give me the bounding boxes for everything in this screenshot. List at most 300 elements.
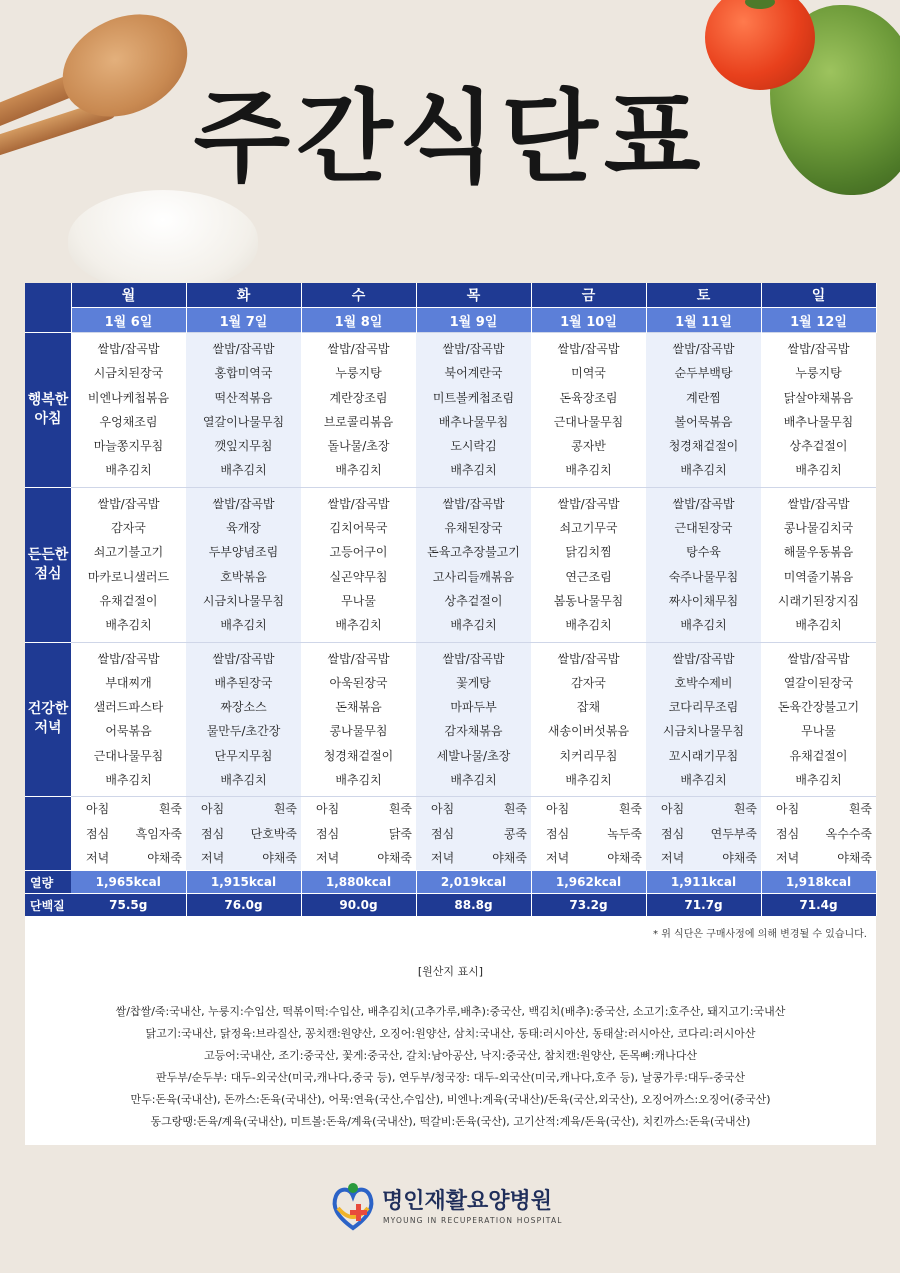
meal-cell	[531, 642, 646, 797]
menu-item: 볼어묵볶음	[674, 414, 733, 429]
menu-item: 콩자반	[571, 439, 606, 454]
meal-label	[25, 333, 71, 488]
menu-item: 세발나물/초장	[436, 748, 511, 763]
menu-item: 배추김치	[795, 463, 842, 478]
meal-cell	[646, 333, 761, 488]
meal-cell	[761, 487, 876, 642]
porridge-menu: 야채죽	[722, 850, 757, 865]
menu-item: 콩나물김치국	[783, 521, 854, 536]
day-date: 1월 9일	[416, 308, 531, 333]
meal-cell	[301, 642, 416, 797]
menu-item: 미역줄기볶음	[783, 569, 854, 584]
menu-item: 잡채	[576, 700, 601, 715]
porridge-menu: 흰죽	[158, 802, 182, 817]
menu-item: 도시락김	[450, 439, 497, 454]
menu-item: 부대찌개	[105, 675, 152, 690]
protein-value: 73.2g	[531, 894, 646, 917]
porridge-meal: 점심	[431, 826, 455, 841]
cell-padding	[531, 483, 646, 487]
hospital-english-name: MYOUNG IN RECUPERATION HOSPITAL	[383, 1216, 563, 1225]
menu-item: 쌀밥/잡곡밥	[787, 651, 850, 666]
menu-item: 쌀밥/잡곡밥	[327, 496, 390, 511]
cell-padding	[301, 792, 416, 796]
meal-cell	[646, 487, 761, 642]
meal-cell	[186, 487, 301, 642]
hospital-emblem-icon	[330, 1180, 376, 1232]
porridge-meal: 점심	[546, 826, 570, 841]
menu-item: 배추김치	[565, 618, 612, 633]
cell-padding	[646, 638, 761, 642]
menu-item: 누룽지탕	[335, 366, 382, 381]
origin-line: 쌀/찹쌀/죽:국내산, 누룽지:수입산, 떡볶이떡:수입산, 배추김치(고추가루,배추):중국산, 백김치(배추):중국산, 소고기:호주산, 돼지고기:국내산	[115, 1005, 786, 1018]
porridge-menu: 콩죽	[503, 826, 527, 841]
protein-value: 75.5g	[71, 894, 186, 917]
protein-row	[25, 894, 876, 917]
menu-item: 봄동나물무침	[553, 593, 624, 608]
porridge-meal: 점심	[201, 826, 225, 841]
menu-item: 배추나물무침	[438, 414, 509, 429]
protein-value: 76.0g	[186, 894, 301, 917]
porridge-menu: 야채죽	[147, 850, 182, 865]
porridge-line	[71, 822, 186, 846]
porridge-cell	[186, 797, 301, 871]
calories-value: 1,911kcal	[646, 871, 761, 894]
porridge-meal: 아침	[201, 802, 225, 817]
menu-item: 샐러드파스타	[93, 700, 164, 715]
menu-item: 쌀밥/잡곡밥	[442, 496, 505, 511]
menu-item: 시금치나물무침	[662, 724, 745, 739]
cell-padding	[416, 483, 531, 487]
menu-item: 연근조림	[565, 569, 612, 584]
cell-padding	[761, 638, 876, 642]
menu-item: 쇠고기무국	[559, 521, 618, 536]
calories-value: 1,915kcal	[186, 871, 301, 894]
porridge-menu: 닭죽	[388, 826, 412, 841]
meal-cell	[416, 333, 531, 488]
porridge-meal: 아침	[546, 802, 570, 817]
menu-item: 탕수육	[686, 545, 721, 560]
origin-line: 만두:돈육(국내산), 돈까스:돈육(국내산), 어묵:연육(국산,수입산), 비엔나:계육(국내산)/돈육(국산,외국산), 오징어까스:오징어(중국산)	[130, 1093, 771, 1106]
page-title: 주간식단표	[193, 79, 707, 196]
origin-line: 판두부/순두부: 대두-외국산(미국,캐나다,중국 등), 연두부/청국장: 대두-외국산(미국,캐나다,호주 등), 날콩가루:대두-중국산	[156, 1071, 745, 1084]
weekly-menu-table	[25, 283, 877, 916]
menu-item: 쌀밥/잡곡밥	[327, 651, 390, 666]
menu-item: 쌀밥/잡곡밥	[97, 651, 160, 666]
porridge-cell	[416, 797, 531, 871]
cell-padding	[301, 638, 416, 642]
change-notice: * 위 식단은 구매사정에 의해 변경될 수 있습니다.	[653, 929, 867, 940]
menu-sheet	[25, 283, 876, 1145]
menu-item: 돈육장조림	[559, 390, 618, 405]
menu-item: 배추김치	[450, 618, 497, 633]
menu-item: 우엉채조림	[99, 414, 158, 429]
porridge-line	[646, 797, 761, 821]
menu-item: 쌀밥/잡곡밥	[97, 342, 160, 356]
menu-item: 유채겉절이	[789, 748, 848, 763]
origin-line: 고등어:국내산, 조기:중국산, 꽃게:중국산, 갈치:남아공산, 낙지:중국산, 참치캔:원양산, 돈목뼈:캐나다산	[204, 1049, 697, 1062]
meal-label	[25, 642, 71, 797]
menu-item: 꽃게탕	[456, 675, 491, 690]
porridge-meal: 점심	[661, 826, 685, 841]
menu-item: 호박수제비	[674, 675, 733, 690]
menu-item: 청경채겉절이	[668, 439, 739, 454]
porridge-cell	[646, 797, 761, 871]
day-date: 1월 12일	[761, 308, 876, 333]
menu-item: 배추김치	[565, 463, 612, 478]
menu-item: 돈육고추장불고기	[427, 545, 520, 560]
menu-item: 근대나물무침	[93, 748, 164, 763]
day-date: 1월 10일	[531, 308, 646, 333]
menu-item: 쌀밥/잡곡밥	[557, 651, 620, 666]
menu-item: 쌀밥/잡곡밥	[97, 496, 160, 511]
menu-item: 배추김치	[220, 618, 267, 633]
porridge-menu: 녹두죽	[607, 826, 642, 841]
meal-cell	[416, 642, 531, 797]
porridge-menu: 흰죽	[618, 802, 642, 817]
menu-item: 돈육간장불고기	[777, 700, 860, 715]
menu-item: 배추김치	[795, 618, 842, 633]
menu-item: 어묵볶음	[105, 724, 152, 739]
day-name: 수	[301, 283, 416, 308]
porridge-line	[531, 822, 646, 846]
cell-padding	[531, 792, 646, 796]
menu-item: 배추김치	[795, 773, 842, 788]
menu-item: 시금치나물무침	[202, 593, 285, 608]
menu-item: 쌀밥/잡곡밥	[787, 496, 850, 511]
menu-item: 배추김치	[220, 463, 267, 478]
menu-item: 상추겉절이	[444, 593, 503, 608]
porridge-menu: 야채죽	[837, 850, 872, 865]
menu-item: 고등어구이	[329, 545, 388, 560]
meal-cell	[761, 642, 876, 797]
cell-padding	[186, 792, 301, 796]
menu-item: 무나물	[801, 724, 836, 739]
rice-bowl-image	[68, 190, 258, 290]
menu-item: 시금치된장국	[93, 366, 164, 381]
menu-item: 유채된장국	[444, 521, 503, 536]
meal-cell	[761, 333, 876, 488]
protein-value: 71.4g	[761, 894, 876, 917]
menu-item: 쌀밥/잡곡밥	[327, 342, 390, 356]
porridge-meal: 아침	[661, 802, 685, 817]
porridge-line	[761, 846, 876, 870]
porridge-meal: 저녁	[776, 850, 800, 865]
porridge-meal: 저녁	[661, 850, 685, 865]
menu-item: 배추김치	[335, 773, 382, 788]
porridge-menu: 야채죽	[607, 850, 642, 865]
porridge-line	[646, 846, 761, 870]
menu-item: 감자국	[571, 675, 606, 690]
porridge-menu: 연두부죽	[710, 826, 757, 841]
porridge-line	[531, 846, 646, 870]
meal-cell	[416, 487, 531, 642]
menu-item: 열갈이나물무침	[202, 414, 285, 429]
calories-value: 1,962kcal	[531, 871, 646, 894]
menu-item: 아욱된장국	[329, 675, 388, 690]
cell-padding	[71, 483, 186, 487]
porridge-meal: 아침	[431, 802, 455, 817]
porridge-menu: 옥수수죽	[825, 826, 872, 841]
cell-padding	[646, 792, 761, 796]
menu-item: 브로콜리볶음	[323, 414, 394, 429]
menu-item: 쇠고기불고기	[93, 545, 164, 560]
porridge-meal: 점심	[776, 826, 800, 841]
cell-padding	[646, 483, 761, 487]
menu-item: 배추김치	[680, 618, 727, 633]
porridge-menu: 흰죽	[733, 802, 757, 817]
menu-item: 유채겉절이	[99, 593, 158, 608]
cell-padding	[416, 638, 531, 642]
menu-item: 짜장소스	[220, 700, 267, 715]
menu-item: 배추김치	[105, 773, 152, 788]
menu-item: 쌀밥/잡곡밥	[787, 342, 850, 356]
date-header-row	[25, 308, 876, 333]
menu-item: 꼬시래기무침	[668, 748, 739, 763]
day-date: 1월 7일	[186, 308, 301, 333]
meal-cell	[301, 487, 416, 642]
menu-item: 순두부백탕	[674, 366, 733, 381]
menu-item: 숙주나물무침	[668, 569, 739, 584]
meal-cell	[186, 642, 301, 797]
cell-padding	[186, 638, 301, 642]
day-name: 화	[186, 283, 301, 308]
porridge-meal: 저녁	[431, 850, 455, 865]
menu-item: 배추김치	[450, 773, 497, 788]
day-name: 금	[531, 283, 646, 308]
meal-cell	[646, 642, 761, 797]
porridge-menu: 흰죽	[503, 802, 527, 817]
porridge-meal: 저녁	[546, 850, 570, 865]
menu-item: 쌀밥/잡곡밥	[442, 651, 505, 666]
menu-item: 배추김치	[335, 618, 382, 633]
menu-item: 실곤약무침	[329, 569, 388, 584]
menu-item: 쌀밥/잡곡밥	[672, 496, 735, 511]
day-date: 1월 11일	[646, 308, 761, 333]
porridge-line	[416, 822, 531, 846]
menu-item: 마늘쫑지무침	[93, 439, 164, 454]
meal-cell	[531, 333, 646, 488]
porridge-row	[25, 797, 876, 871]
cell-padding	[761, 483, 876, 487]
porridge-cell	[301, 797, 416, 871]
menu-item: 배추김치	[220, 773, 267, 788]
porridge-line	[301, 797, 416, 821]
menu-item: 감자채볶음	[444, 724, 503, 739]
day-name: 일	[761, 283, 876, 308]
porridge-line	[71, 797, 186, 821]
menu-item: 새송이버섯볶음	[547, 724, 630, 739]
menu-item: 배추김치	[105, 463, 152, 478]
menu-item: 배추나물무침	[783, 414, 854, 429]
origin-line: 동그랑땡:돈육/계육(국내산), 미트볼:돈육/계육(국내산), 떡갈비:돈육(국산), 고기산적:계육/돈육(국산), 치킨까스:돈육(국내산)	[150, 1115, 751, 1128]
menu-item: 배추된장국	[214, 675, 273, 690]
porridge-meal: 점심	[316, 826, 340, 841]
menu-item: 깻잎지무침	[214, 439, 273, 454]
cell-padding	[761, 792, 876, 796]
meal-cell	[71, 487, 186, 642]
meal-cell	[301, 333, 416, 488]
menu-item: 배추김치	[105, 618, 152, 633]
menu-item: 배추김치	[565, 773, 612, 788]
cell-padding	[301, 483, 416, 487]
porridge-cell	[531, 797, 646, 871]
porridge-meal: 아침	[776, 802, 800, 817]
menu-item: 짜사이채무침	[668, 593, 739, 608]
porridge-menu: 단호박죽	[250, 826, 297, 841]
porridge-line	[531, 797, 646, 821]
porridge-label	[25, 797, 71, 871]
hospital-name: 명인재활요양병원	[382, 1189, 553, 1214]
day-name: 목	[416, 283, 531, 308]
menu-item: 쌀밥/잡곡밥	[212, 651, 275, 666]
menu-item: 북어계란국	[444, 366, 503, 381]
origin-list	[25, 1001, 876, 1133]
menu-item: 시래기된장지짐	[777, 593, 860, 608]
menu-item: 해물우동볶음	[783, 545, 854, 560]
porridge-cell	[761, 797, 876, 871]
menu-item: 쌀밥/잡곡밥	[557, 342, 620, 356]
porridge-menu: 야채죽	[262, 850, 297, 865]
menu-item: 돈채볶음	[335, 700, 382, 715]
calories-value: 1,965kcal	[71, 871, 186, 894]
porridge-meal: 저녁	[316, 850, 340, 865]
day-date: 1월 8일	[301, 308, 416, 333]
menu-item: 배추김치	[450, 463, 497, 478]
meal-label-text: 든든한 점심	[27, 546, 69, 582]
porridge-meal: 점심	[86, 826, 110, 841]
porridge-menu: 흰죽	[273, 802, 297, 817]
menu-item: 미트볼케첩조림	[432, 390, 515, 405]
porridge-menu: 흰죽	[388, 802, 412, 817]
menu-item: 감자국	[111, 521, 146, 536]
menu-item: 코다리무조림	[668, 700, 739, 715]
menu-item: 비엔나케첩볶음	[87, 390, 170, 405]
cell-padding	[186, 483, 301, 487]
meal-cell	[71, 333, 186, 488]
cell-padding	[416, 792, 531, 796]
porridge-meal: 저녁	[201, 850, 225, 865]
calories-value: 1,918kcal	[761, 871, 876, 894]
menu-item: 누룽지탕	[795, 366, 842, 381]
menu-item: 계란찜	[686, 390, 721, 405]
protein-value: 90.0g	[301, 894, 416, 917]
porridge-line	[186, 846, 301, 870]
porridge-line	[416, 797, 531, 821]
protein-value: 71.7g	[646, 894, 761, 917]
menu-item: 홍합미역국	[214, 366, 273, 381]
calories-value: 2,019kcal	[416, 871, 531, 894]
menu-item: 쌀밥/잡곡밥	[672, 342, 735, 356]
porridge-menu: 야채죽	[492, 850, 527, 865]
porridge-line	[301, 846, 416, 870]
meal-label-text: 건강한 저녁	[27, 701, 69, 737]
porridge-cell	[71, 797, 186, 871]
calories-row	[25, 871, 876, 894]
menu-item: 닭김치찜	[565, 545, 612, 560]
porridge-line	[186, 797, 301, 821]
menu-item: 물만두/초간장	[206, 724, 281, 739]
porridge-menu: 흰죽	[848, 802, 872, 817]
porridge-line	[761, 822, 876, 846]
origin-title: [원산지 표시]	[417, 965, 484, 978]
menu-item: 두부양념조림	[208, 545, 279, 560]
day-date: 1월 6일	[71, 308, 186, 333]
calories-label: 열량	[25, 871, 71, 894]
origin-line: 닭고기:국내산, 닭정육:브라질산, 꽁치캔:원양산, 오징어:원양산, 삼치:국내산, 동태:러시아산, 동태살:러시아산, 코다리:러시아산	[145, 1027, 756, 1040]
meal-cell	[186, 333, 301, 488]
menu-item: 치커리무침	[559, 748, 618, 763]
menu-item: 쌀밥/잡곡밥	[442, 342, 505, 356]
porridge-line	[416, 846, 531, 870]
cell-padding	[531, 638, 646, 642]
menu-item: 상추겉절이	[789, 439, 848, 454]
menu-item: 무나물	[341, 593, 376, 608]
meal-label-text: 행복한 아침	[27, 391, 69, 427]
calories-value: 1,880kcal	[301, 871, 416, 894]
menu-item: 쌀밥/잡곡밥	[672, 651, 735, 666]
menu-item: 마카로니샐러드	[87, 569, 170, 584]
protein-label: 단백질	[25, 894, 71, 917]
porridge-line	[301, 822, 416, 846]
meal-cell	[531, 487, 646, 642]
protein-value: 88.8g	[416, 894, 531, 917]
cell-padding	[71, 638, 186, 642]
menu-item: 배추김치	[680, 773, 727, 788]
menu-item: 마파두부	[450, 700, 497, 715]
header-corner	[25, 283, 71, 333]
menu-item: 김치어묵국	[329, 521, 388, 536]
day-name: 토	[646, 283, 761, 308]
meal-cell	[71, 642, 186, 797]
menu-item: 열갈이된장국	[783, 675, 854, 690]
menu-item: 쌀밥/잡곡밥	[212, 496, 275, 511]
meal-row	[25, 333, 876, 488]
porridge-line	[761, 797, 876, 821]
day-header-row	[25, 283, 876, 308]
porridge-menu: 흑임자죽	[135, 826, 182, 841]
meal-row	[25, 642, 876, 797]
porridge-line	[71, 846, 186, 870]
menu-item: 배추김치	[680, 463, 727, 478]
menu-item: 쌀밥/잡곡밥	[212, 342, 275, 356]
menu-item: 쌀밥/잡곡밥	[557, 496, 620, 511]
hospital-logo	[330, 1180, 590, 1232]
day-name: 월	[71, 283, 186, 308]
porridge-line	[186, 822, 301, 846]
menu-item: 육개장	[226, 521, 261, 536]
menu-item: 돌나물/초장	[327, 439, 390, 454]
menu-item: 떡산적볶음	[214, 390, 273, 405]
porridge-menu: 야채죽	[377, 850, 412, 865]
menu-item: 계란장조림	[329, 390, 388, 405]
menu-item: 청경채겉절이	[323, 748, 394, 763]
menu-item: 단무지무침	[214, 748, 273, 763]
menu-item: 근대된장국	[674, 521, 733, 536]
menu-item: 고사리들깨볶음	[432, 569, 515, 584]
meal-row	[25, 487, 876, 642]
menu-item: 미역국	[571, 366, 606, 381]
porridge-meal: 저녁	[86, 850, 110, 865]
menu-item: 호박볶음	[220, 569, 267, 584]
menu-item: 닭살야채볶음	[783, 390, 854, 405]
porridge-meal: 아침	[316, 802, 340, 817]
cell-padding	[71, 792, 186, 796]
porridge-line	[646, 822, 761, 846]
menu-item: 근대나물무침	[553, 414, 624, 429]
menu-item: 배추김치	[335, 463, 382, 478]
menu-item: 콩나물무침	[329, 724, 388, 739]
meal-label	[25, 487, 71, 642]
